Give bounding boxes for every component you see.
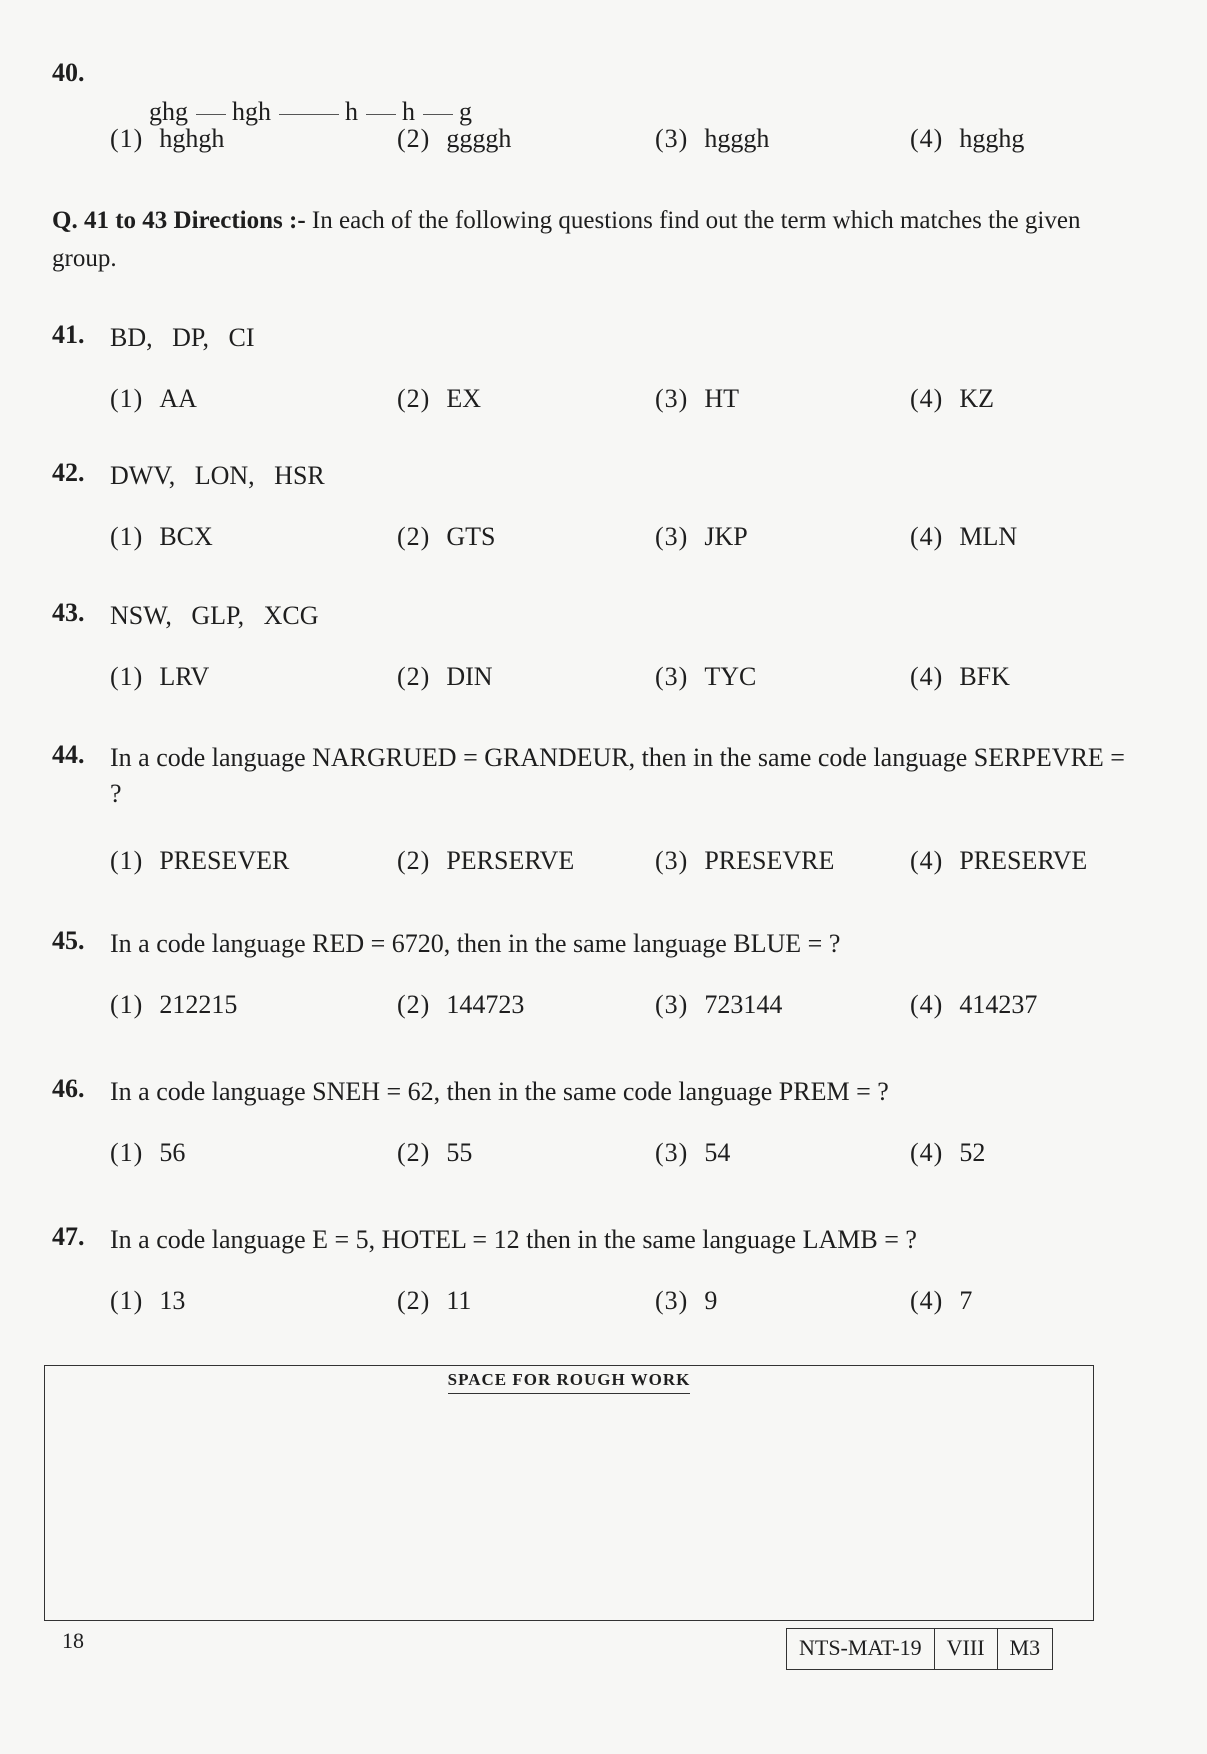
option-1[interactable] (110, 1138, 185, 1168)
option-1[interactable] (110, 1286, 185, 1316)
question-text: In a code language RED = 6720, then in the same language BLUE = ? (110, 929, 841, 958)
paper-code-box (786, 1628, 1053, 1670)
question-46 (52, 1074, 1127, 1184)
option-number: (1) (110, 1286, 144, 1315)
option-2[interactable] (397, 522, 495, 552)
option-2[interactable] (397, 1286, 471, 1316)
question-text: In a code language E = 5, HOTEL = 12 then in the same language LAMB = ? (110, 1225, 917, 1254)
series-term: ghg (149, 97, 188, 126)
question-number: 40. (52, 58, 85, 87)
question-text: In a code language NARGRUED = GRANDEUR, then in the same code language SERPEVRE = ? (110, 743, 1132, 808)
option-3[interactable] (655, 846, 834, 876)
series-term: g (459, 97, 472, 126)
blank (366, 113, 396, 115)
option-1[interactable] (110, 522, 213, 552)
option-2[interactable] (397, 662, 493, 692)
option-text: 414237 (959, 990, 1038, 1019)
directions-label: Q. 41 to 43 Directions :- (52, 207, 306, 234)
series-term: hgh (232, 97, 271, 126)
option-1[interactable] (110, 124, 224, 154)
question-text: NSW, GLP, XCG (110, 601, 319, 630)
question-number: 47. (52, 1222, 85, 1251)
option-text: EX (446, 384, 481, 413)
option-text: JKP (704, 522, 748, 551)
option-number: (3) (655, 522, 689, 551)
option-text: BFK (959, 662, 1010, 691)
options-row (110, 522, 1127, 556)
question-text: In a code language SNEH = 62, then in the same code language PREM = ? (110, 1077, 889, 1106)
option-number: (3) (655, 846, 689, 875)
option-text: PRESEVRE (704, 846, 835, 875)
option-number: (4) (910, 522, 944, 551)
page-number: 18 (62, 1628, 84, 1653)
options-row (110, 846, 1127, 880)
option-text: 11 (446, 1286, 472, 1315)
option-text: 55 (446, 1138, 473, 1167)
question-text: BD, DP, CI (110, 323, 255, 352)
blank (279, 113, 339, 115)
blank (423, 113, 453, 115)
options-row (110, 1138, 1127, 1172)
option-text: 56 (159, 1138, 186, 1167)
option-text: PRESERVE (959, 846, 1088, 875)
option-4[interactable] (910, 1138, 985, 1168)
option-number: (3) (655, 384, 689, 413)
option-text: 54 (704, 1138, 731, 1167)
blank (196, 113, 226, 115)
option-number: (1) (110, 846, 144, 875)
question-43 (52, 598, 1127, 708)
option-3[interactable] (655, 124, 769, 154)
option-2[interactable] (397, 384, 481, 414)
option-2[interactable] (397, 846, 574, 876)
option-3[interactable] (655, 990, 782, 1020)
option-1[interactable] (110, 990, 237, 1020)
option-number: (3) (655, 662, 689, 691)
option-number: (2) (397, 1138, 431, 1167)
option-number: (1) (110, 124, 144, 153)
options-row (110, 990, 1127, 1024)
rough-work-title (45, 1370, 1093, 1390)
question-number: 44. (52, 740, 85, 769)
option-text: PERSERVE (446, 846, 575, 875)
question-47 (52, 1222, 1127, 1332)
option-number: (3) (655, 990, 689, 1019)
class-code: VIII (935, 1629, 998, 1669)
option-3[interactable] (655, 522, 748, 552)
option-4[interactable] (910, 990, 1037, 1020)
option-text: GTS (446, 522, 496, 551)
directions-text: In each of the following questions find out the term which matches the given group. (52, 207, 1081, 272)
option-number: (4) (910, 990, 944, 1019)
option-number: (2) (397, 846, 431, 875)
option-text: hgghg (959, 124, 1025, 153)
question-number: 41. (52, 320, 85, 349)
option-number: (2) (397, 1286, 431, 1315)
option-number: (2) (397, 384, 431, 413)
option-2[interactable] (397, 124, 511, 154)
option-text: 9 (704, 1286, 718, 1315)
option-1[interactable] (110, 846, 289, 876)
options-row (110, 384, 1127, 418)
question-number: 42. (52, 458, 85, 487)
option-4[interactable] (910, 384, 994, 414)
option-number: (4) (910, 384, 944, 413)
option-text: TYC (704, 662, 757, 691)
rough-work-box[interactable] (44, 1365, 1094, 1621)
question-44 (52, 740, 1132, 890)
series-term: h (345, 97, 358, 126)
option-number: (3) (655, 124, 689, 153)
option-text: HT (704, 384, 739, 413)
option-number: (1) (110, 990, 144, 1019)
option-1[interactable] (110, 662, 209, 692)
option-number: (4) (910, 846, 944, 875)
option-number: (2) (397, 124, 431, 153)
option-3[interactable] (655, 1286, 717, 1316)
option-number: (4) (910, 1286, 944, 1315)
question-text: DWV, LON, HSR (110, 461, 325, 490)
set-code: M3 (1009, 1635, 1041, 1660)
option-number: (4) (910, 124, 944, 153)
option-1[interactable] (110, 384, 197, 414)
option-text: 52 (959, 1138, 986, 1167)
options-row (110, 1286, 1127, 1320)
option-text: 212215 (159, 990, 238, 1019)
rough-work-label: SPACE FOR ROUGH WORK (448, 1370, 691, 1394)
option-4[interactable] (910, 522, 1017, 552)
option-4[interactable] (910, 846, 1087, 876)
series-term: h (402, 97, 415, 126)
option-text: 723144 (704, 990, 783, 1019)
option-3[interactable] (655, 384, 739, 414)
question-45 (52, 926, 1127, 1036)
option-number: (4) (910, 662, 944, 691)
option-text: BCX (159, 522, 213, 551)
option-text: AA (159, 384, 197, 413)
option-2[interactable] (397, 1138, 472, 1168)
options-row (110, 124, 1127, 158)
option-number: (2) (397, 522, 431, 551)
option-text: hgggh (704, 124, 770, 153)
option-text: hghgh (159, 124, 225, 153)
option-number: (2) (397, 662, 431, 691)
option-number: (3) (655, 1138, 689, 1167)
option-text: 13 (159, 1286, 186, 1315)
option-3[interactable] (655, 662, 756, 692)
directions-block (52, 202, 1127, 278)
option-4[interactable] (910, 1286, 972, 1316)
option-text: LRV (159, 662, 210, 691)
question-42 (52, 458, 1127, 568)
option-text: PRESEVER (159, 846, 290, 875)
option-number: (1) (110, 1138, 144, 1167)
option-4[interactable] (910, 124, 1024, 154)
question-number: 46. (52, 1074, 85, 1103)
paper-code: NTS-MAT-19 (787, 1629, 935, 1669)
question-41 (52, 320, 1127, 430)
option-number: (2) (397, 990, 431, 1019)
question-40 (52, 58, 1127, 168)
question-number: 45. (52, 926, 85, 955)
option-text: MLN (959, 522, 1018, 551)
option-number: (1) (110, 384, 144, 413)
option-number: (1) (110, 662, 144, 691)
option-text: DIN (446, 662, 493, 691)
option-number: (3) (655, 1286, 689, 1315)
question-number: 43. (52, 598, 85, 627)
option-text: KZ (959, 384, 994, 413)
option-3[interactable] (655, 1138, 730, 1168)
option-text: 7 (959, 1286, 973, 1315)
option-number: (1) (110, 522, 144, 551)
option-4[interactable] (910, 662, 1010, 692)
option-number: (4) (910, 1138, 944, 1167)
option-text: 144723 (446, 990, 525, 1019)
options-row (110, 662, 1127, 696)
option-text: ggggh (446, 124, 512, 153)
option-2[interactable] (397, 990, 524, 1020)
